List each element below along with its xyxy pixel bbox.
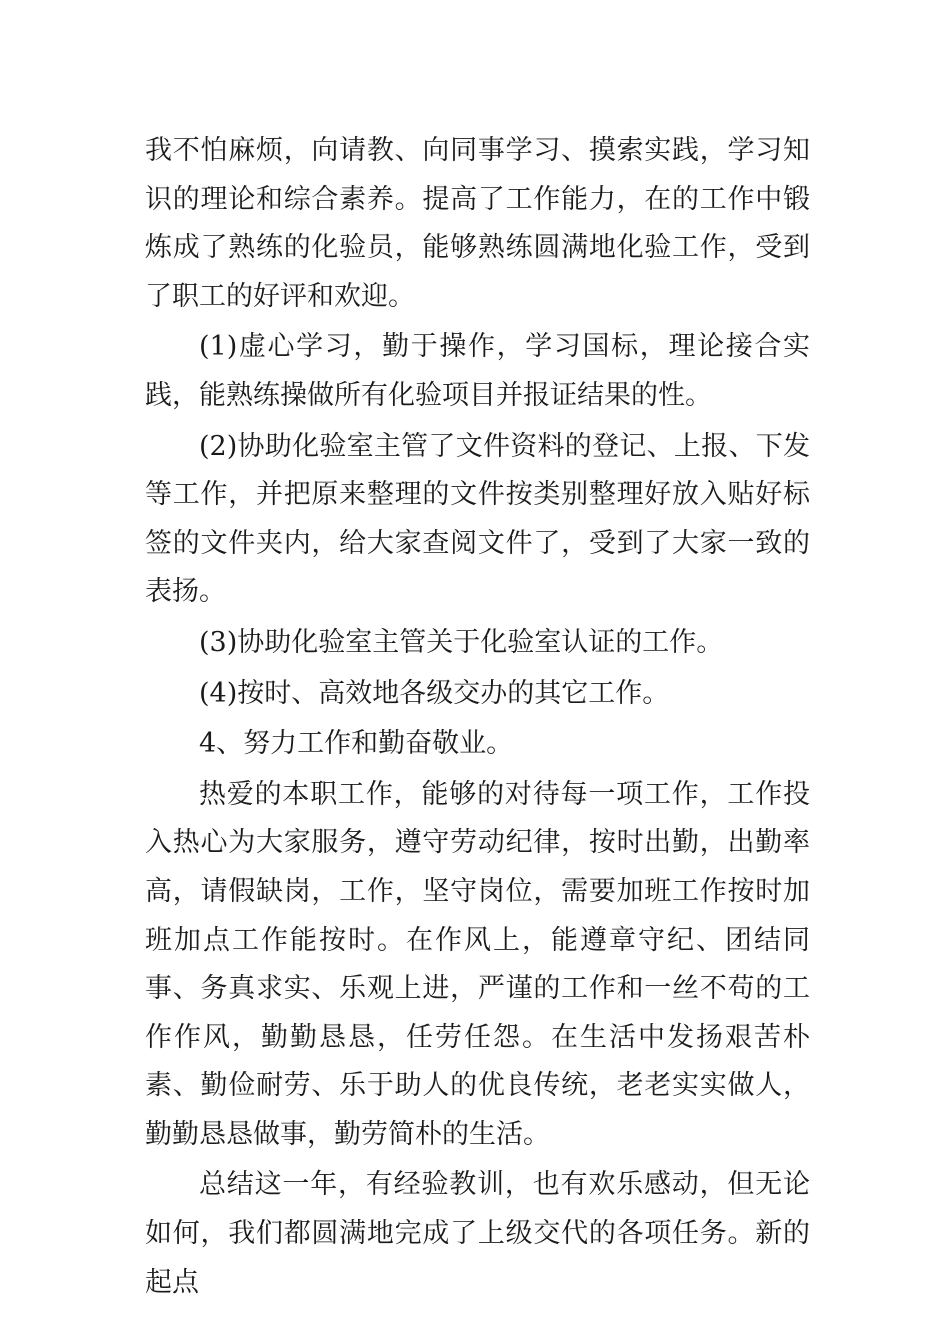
- paragraph-learning: 我不怕麻烦，向请教、向同事学习、摸索实践，学习知识的理论和综合素养。提高了工作能力，在的工作中锻炼成了熟练的化验员，能够熟练圆满地化验工作，受到了职工的好评和欢迎。: [145, 135, 810, 312]
- paragraph-summary: 总结这一年，有经验教训，也有欢乐感动，但无论如何，我们都圆满地完成了上级交代的各项任务。新的起点: [145, 1169, 810, 1298]
- paragraph-work-attitude: 热爱的本职工作，能够的对待每一项工作，工作投入热心为大家服务，遵守劳动纪律，按时出勤，出勤率高，请假缺岗，工作，坚守岗位，需要加班工作按时加班加点工作能按时。在作风上，能遵章守纪、团结同事、务真求实、乐观上进，严谨的工作和一丝不苟的工作作风，勤勤恳恳，任劳任怨。在生活中发扬艰苦朴素、勤俭耐劳、乐于助人的优良传统，老老实实做人，勤勤恳恳做事，勤劳简朴的生活。: [145, 778, 810, 1150]
- paragraph-item-3: (3)协助化验室主管关于化验室认证的工作。: [199, 626, 724, 658]
- paragraph-item-4: (4)按时、高效地各级交办的其它工作。: [199, 677, 670, 709]
- paragraph-item-2: (2)协助化验室主管了文件资料的登记、上报、下发等工作，并把原来整理的文件按类别整理好放入贴好标签的文件夹内，给大家查阅文件了，受到了大家一致的表扬。: [145, 430, 810, 608]
- document-body: [145, 127, 810, 1309]
- paragraph-item-1: (1)虚心学习，勤于操作，学习国标，理论接合实践，能熟练操做所有化验项目并报证结果的性。: [145, 331, 810, 411]
- section-heading-4: 4、努力工作和勤奋敬业。: [199, 728, 514, 760]
